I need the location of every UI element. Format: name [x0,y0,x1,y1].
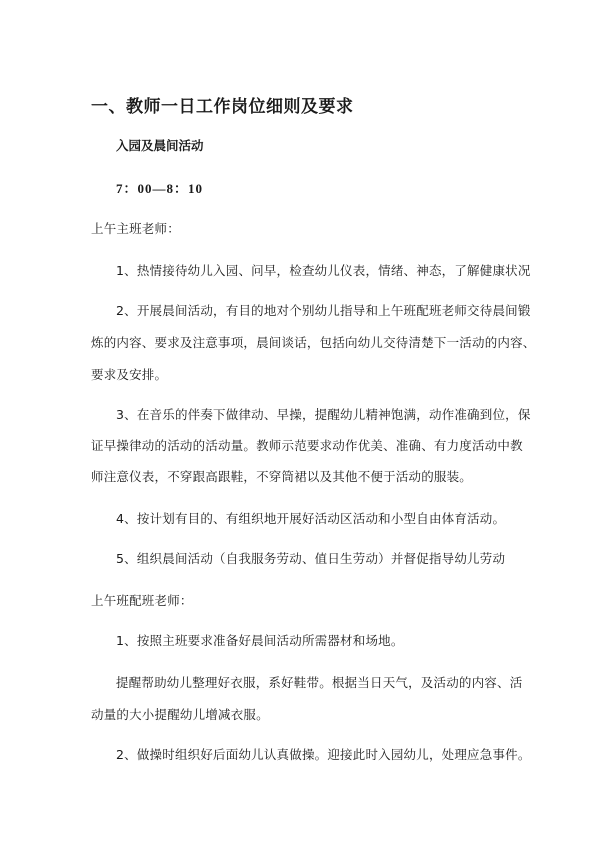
main-item-5: 5、组织晨间活动（自我服务劳动、值日生劳动）并督促指导幼儿劳动 [116,551,506,566]
main-item-2-line-2: 炼的内容、要求及注意事项，晨间谈话，包括向幼儿交待清楚下一活动的内容、 [91,335,536,350]
main-item-3-line-1: 3、在音乐的伴奏下做律动、早操，提醒幼儿精神饱满，动作准确到位，保 [116,407,531,422]
main-teacher-label: 上午主班老师： [91,221,180,236]
assist-item-1: 1、按照主班要求准备好晨间活动所需器材和场地。 [116,633,404,648]
main-item-2-line-3: 要求及安排。 [91,367,168,382]
main-item-3-line-3: 师注意仪表，不穿跟高跟鞋，不穿筒裙以及其他不便于活动的服装。 [91,469,473,484]
main-item-2-line-1: 2、开展晨间活动，有目的地对个别幼儿指导和上午班配班老师交待晨间锻 [116,303,531,318]
main-item-3-line-2: 证早操律动的活动的活动量。教师示范要求动作优美、准确、有力度活动中教 [91,438,523,453]
time-range: 7：00—8：10 [116,181,204,196]
assist-note-line-1: 提醒帮助幼儿整理好衣服，系好鞋带。根据当日天气，及活动的内容、活 [116,675,523,690]
assist-note-line-2: 动量的大小提醒幼儿增减衣服。 [91,707,269,722]
page-heading: 一、教师一日工作岗位细则及要求 [91,97,354,117]
main-item-1: 1、热情接待幼儿入园、问早，检查幼儿仪表，情绪、神态，了解健康状况 [116,263,531,278]
assist-teacher-label: 上午班配班老师： [91,593,193,608]
section-title: 入园及晨间活动 [116,138,204,153]
main-item-4: 4、按计划有目的、有组织地开展好活动区活动和小型自由体育活动。 [116,511,506,526]
assist-item-2: 2、做操时组织好后面幼儿认真做操。迎接此时入园幼儿，处理应急事件。 [116,747,531,762]
